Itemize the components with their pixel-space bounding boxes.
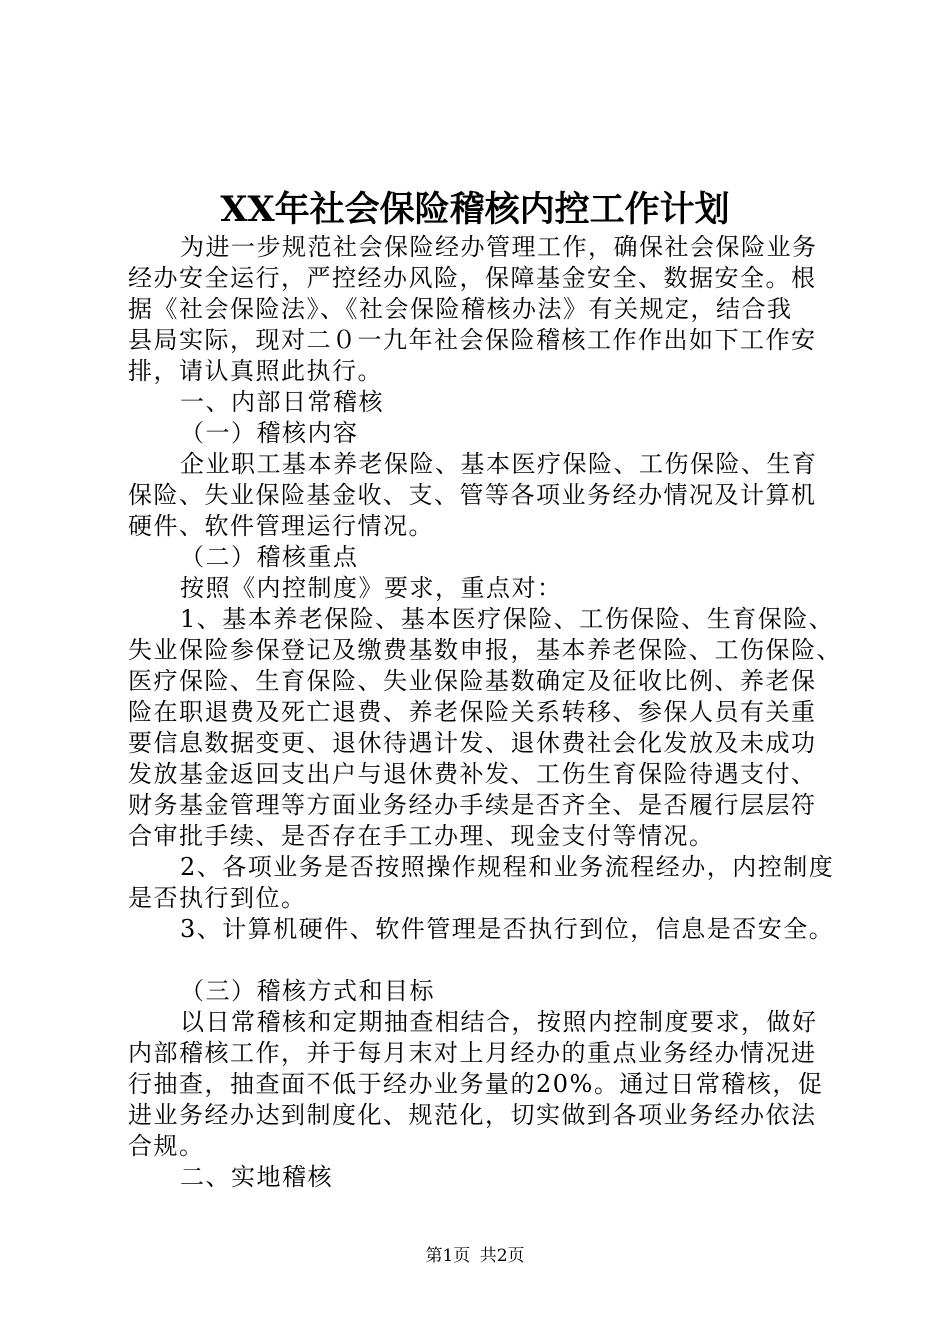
paragraph-line: 经办安全运行，严控经办风险，保障基金安全、数据安全。根 [128, 264, 817, 292]
section-heading: 二、实地稽核 [180, 1163, 333, 1191]
paragraph-line: 进业务经办达到制度化、规范化，切实做到各项业务经办依法 [128, 1101, 817, 1129]
paragraph-line: 行抽查，抽查面不低于经办业务量的20%。通过日常稽核，促 [128, 1070, 824, 1098]
document-body [128, 232, 842, 1193]
list-item-line: 医疗保险、生育保险、失业保险基数确定及征收比例、养老保 [128, 667, 817, 695]
list-item-line: 失业保险参保登记及缴费基数申报，基本养老保险、工伤保险、 [128, 636, 842, 664]
subsection-heading: （一）稽核内容 [180, 419, 359, 447]
blank-line [128, 945, 828, 976]
document-title: XX年社会保险稽核内控工作计划 [220, 189, 730, 230]
list-item-line: 财务基金管理等方面业务经办手续是否齐全、是否履行层层符 [128, 791, 817, 819]
list-item-line: 要信息数据变更、退休待遇计发、退休费社会化发放及未成功 [128, 729, 817, 757]
section-heading: 一、内部日常稽核 [180, 388, 384, 416]
paragraph-line: 据《社会保险法》、《社会保险稽核办法》有关规定，结合我 [128, 295, 793, 323]
list-item-line: 是否执行到位。 [128, 884, 307, 912]
paragraph-line: 硬件、软件管理运行情况。 [128, 512, 434, 540]
page-number: 第1页 [425, 1246, 471, 1266]
paragraph-line: 县局实际，现对二０一九年社会保险稽核工作作出如下工作安 [128, 326, 817, 354]
paragraph-line: 保险、失业保险基金收、支、管等各项业务经办情况及计算机 [128, 481, 817, 509]
paragraph-line: 按照《内控制度》要求，重点对： [180, 574, 563, 602]
subsection-heading: （二）稽核重点 [180, 543, 359, 571]
list-item-line: 1、基本养老保险、基本医疗保险、工伤保险、生育保险、 [180, 605, 835, 633]
page-footer [0, 1245, 950, 1267]
paragraph-line: 为进一步规范社会保险经办管理工作，确保社会保险业务 [180, 233, 818, 261]
paragraph-line: 以日常稽核和定期抽查相结合，按照内控制度要求，做好 [180, 1008, 818, 1036]
paragraph-line: 企业职工基本养老保险、基本医疗保险、工伤保险、生育 [180, 450, 818, 478]
paragraph-line: 排，请认真照此执行。 [128, 357, 383, 385]
list-item-line: 险在职退费及死亡退费、养老保险关系转移、参保人员有关重 [128, 698, 817, 726]
list-item-line: 3、计算机硬件、软件管理是否执行到位，信息是否安全。 [180, 915, 835, 943]
subsection-heading: （三）稽核方式和目标 [180, 977, 435, 1005]
list-item-line: 合审批手续、是否存在手工办理、现金支付等情况。 [128, 822, 715, 850]
page-total: 共2页 [479, 1246, 525, 1266]
paragraph-line: 内部稽核工作，并于每月末对上月经办的重点业务经办情况进 [128, 1039, 817, 1067]
list-item-line: 发放基金返回支出户与退休费补发、工伤生育保险待遇支付、 [128, 760, 817, 788]
paragraph-line: 合规。 [128, 1132, 205, 1160]
list-item-line: 2、各项业务是否按照操作规程和业务流程经办，内控制度 [180, 853, 835, 881]
